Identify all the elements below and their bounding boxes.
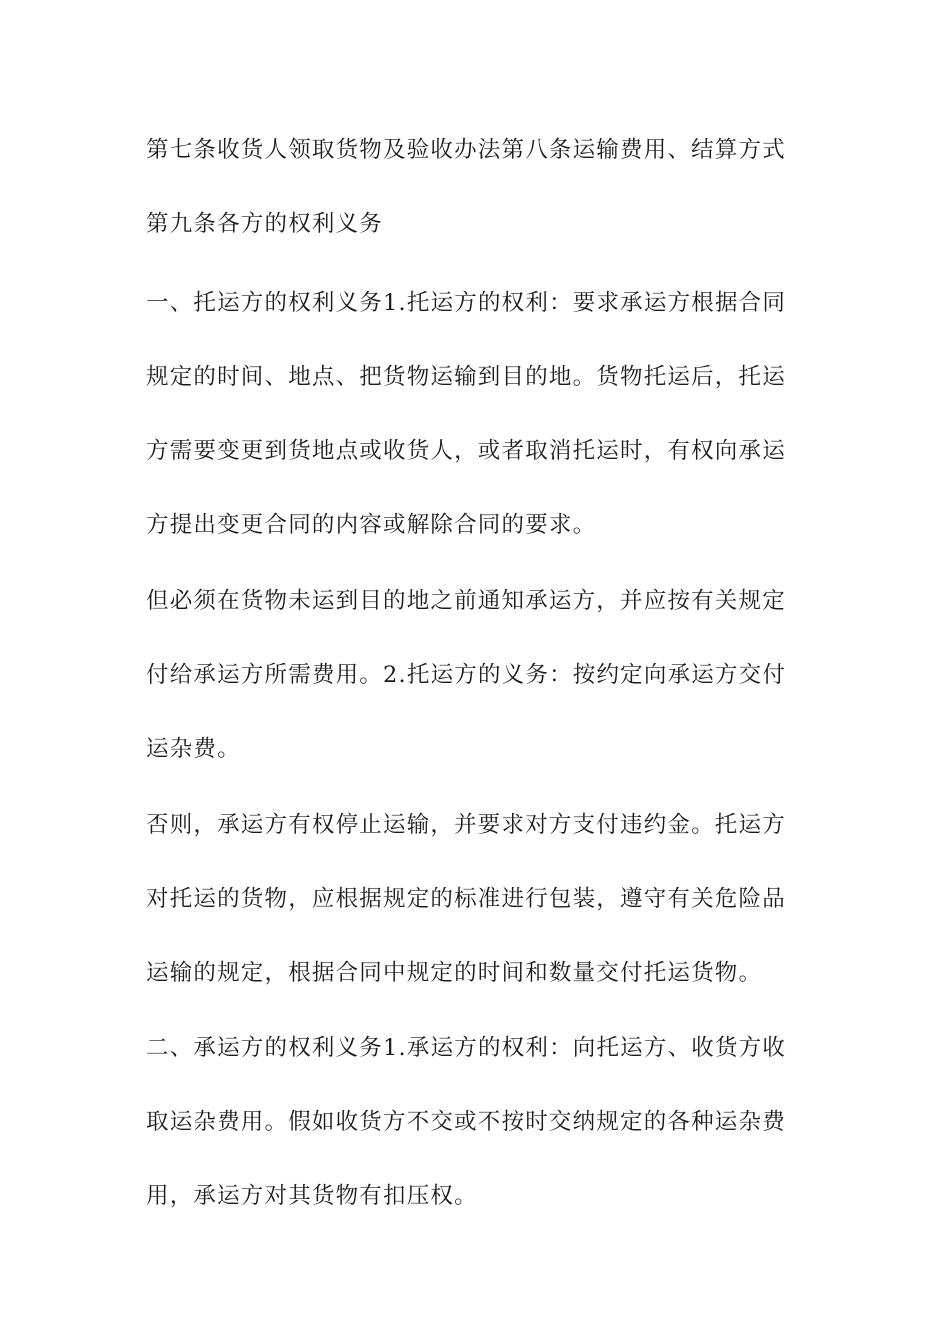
text-line: 方提出变更合同的内容或解除合同的要求。 (146, 512, 597, 538)
text-line: 运输的规定，根据合同中规定的时间和数量交付托运货物。 (146, 960, 763, 986)
text-line: 规定的时间、地点、把货物运输到目的地。货物托运后，托运 (146, 364, 786, 390)
text-line: 第九条各方的权利义务 (146, 211, 384, 237)
text-line: 一、托运方的权利义务1.托运方的权利：要求承运方根据合同 (146, 290, 787, 316)
text-line: 第七条收货人领取货物及验收办法第八条运输费用、结算方式 (146, 137, 786, 163)
text-line: 对托运的货物，应根据规定的标准进行包装，遵守有关危险品 (146, 886, 786, 912)
text-line: 否则，承运方有权停止运输，并要求对方支付违约金。托运方 (146, 812, 786, 838)
text-line: 取运杂费用。假如收货方不交或不按时交纳规定的各种运杂费 (146, 1109, 786, 1135)
text-line: 方需要变更到货地点或收货人，或者取消托运时，有权向承运 (146, 438, 786, 464)
text-line: 用，承运方对其货物有扣压权。 (146, 1183, 478, 1209)
text-line: 但必须在货物未运到目的地之前通知承运方，并应按有关规定 (146, 588, 786, 614)
text-line: 二、承运方的权利义务1.承运方的权利：向托运方、收货方收 (146, 1035, 787, 1061)
text-line: 付给承运方所需费用。2.托运方的义务：按约定向承运方交付 (146, 662, 787, 688)
text-line: 运杂费。 (146, 736, 241, 762)
